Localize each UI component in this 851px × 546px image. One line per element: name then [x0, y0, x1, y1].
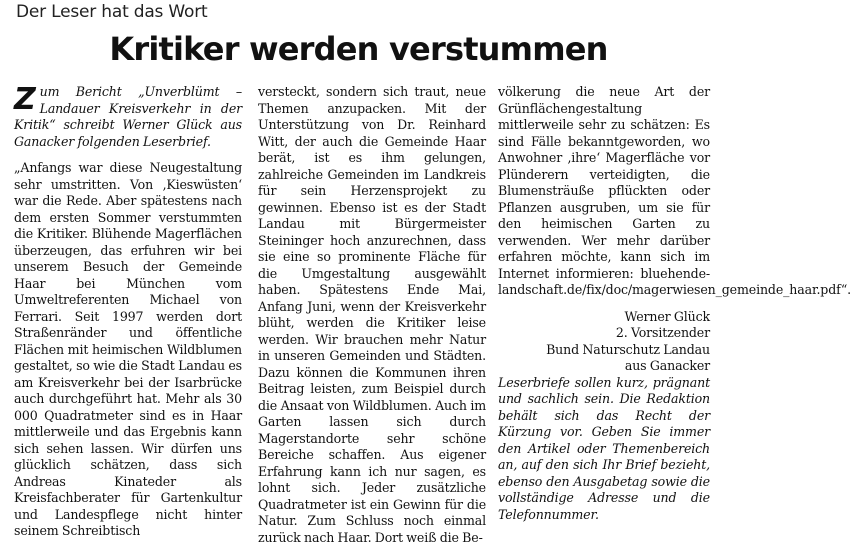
letter-text-part-3: völkerung die neue Art der Grünflächengestaltung mittlerweile sehr zu schätzen: Es sind Fälle bekanntgeworden, wo Anwohner ‚ihre‘ Magerfläche vor Plünderern verteidigten, die Blumensträuße pflückten oder Pflanzen ausgruben, um sie für den heimischen Garten zu verwenden. Wer mehr darüber erfahren möchte, kann sich im Internet informieren: bluehende-landschaft.de/fix/doc/magerwiesen_gemeinde_haar.pdf“. — [498, 84, 851, 297]
letter-text-part-1: „Anfangs war diese Neugestaltung sehr umstritten. Von ‚Kieswüsten‘ war die Rede. Aber spätestens nach dem ersten Sommer verstummten die Kritiker. Blühende Magerflächen überzeugen, das erfuhren wir bei unserem Besuch der Gemeinde Haar bei München vom Umweltreferenten Michael von Ferrari. Seit 1997 werden dort Straßenränder und öffentliche Flächen mit heimischen Wildblumen gestaltet, so wie die Stadt Landau es am Kreisverkehr bei der Isarbrücke auch durchgeführt hat. Mehr als 30 000 Quadratmeter sind es in Haar mittlerweile und das Ergebnis kann sich sehen lassen. Wir dürfen uns glücklich schätzen, dass sich Andreas Kinateder als Kreisfachberater für Gartenkultur und Landespflege nicht hinter seinem Schreibtisch — [14, 160, 242, 538]
article-column-2 — [258, 84, 486, 546]
article-column-3 — [498, 84, 851, 523]
drop-cap: Z — [14, 82, 36, 117]
letter-text-part-2: versteckt, sondern sich traut, neue Themen anzupacken. Mit der Unterstützung von Dr. Reinhard Witt, der auch die Gemeinde Haar berät, ist es ihm gelungen, zahlreiche Gemeinden im Landkreis für sein Herzensprojekt zu gewinnen. Ebenso ist es der Stadt Landau mit Bürgermeister Steininger hoch anzurechnen, dass sie eine so prominente Fläche für die Umgestaltung ausgewählt haben. Spätestens Ende Mai, Anfang Juni, wenn der Kreisverkehr blüht, werden die Kritiker leise werden. Wir brauchen mehr Natur in unseren Gemeinden und Städten. Dazu können die Kommunen ihren Beitrag leisten, zum Beispiel durch die Ansaat von Wildblumen. Auch im Garten lassen sich durch Magerstandorte sehr schöne Bereiche schaffen. Aus eigener Erfahrung kann ich nur sagen, es lohnt sich. Jeder zusätzliche Quadratmeter ist ein Gewinn für die Natur. Zum Schluss noch einmal zurück nach Haar. Dort weiß die Be- — [258, 84, 486, 545]
signature-organization: Bund Naturschutz Landau — [546, 341, 710, 357]
article-intro — [14, 84, 242, 150]
editorial-note: Leserbriefe sollen kurz, prägnant und sachlich sein. Die Redaktion behält sich das Recht der Kürzung vor. Geben Sie immer den Artikel oder Themenbereich an, auf den sich Ihr Brief bezieht, ebenso den Ausgabetag sowie die vollständige Adresse und die Telefonnummer. — [498, 374, 710, 522]
article-column-1 — [14, 84, 242, 540]
section-kicker: Der Leser hat das Wort — [16, 2, 208, 22]
intro-text: um Bericht „Unverblümt – Landauer Kreisverkehr in der Kritik“ schreibt Werner Glück aus Ganacker folgenden Leserbrief. — [14, 84, 242, 149]
article-headline: Kritiker werden verstummen — [109, 30, 608, 68]
signature-role: 2. Vorsitzender — [615, 325, 710, 340]
letter-signature — [498, 309, 710, 375]
signature-place: aus Ganacker — [624, 358, 710, 373]
signature-name: Werner Glück — [624, 308, 710, 324]
